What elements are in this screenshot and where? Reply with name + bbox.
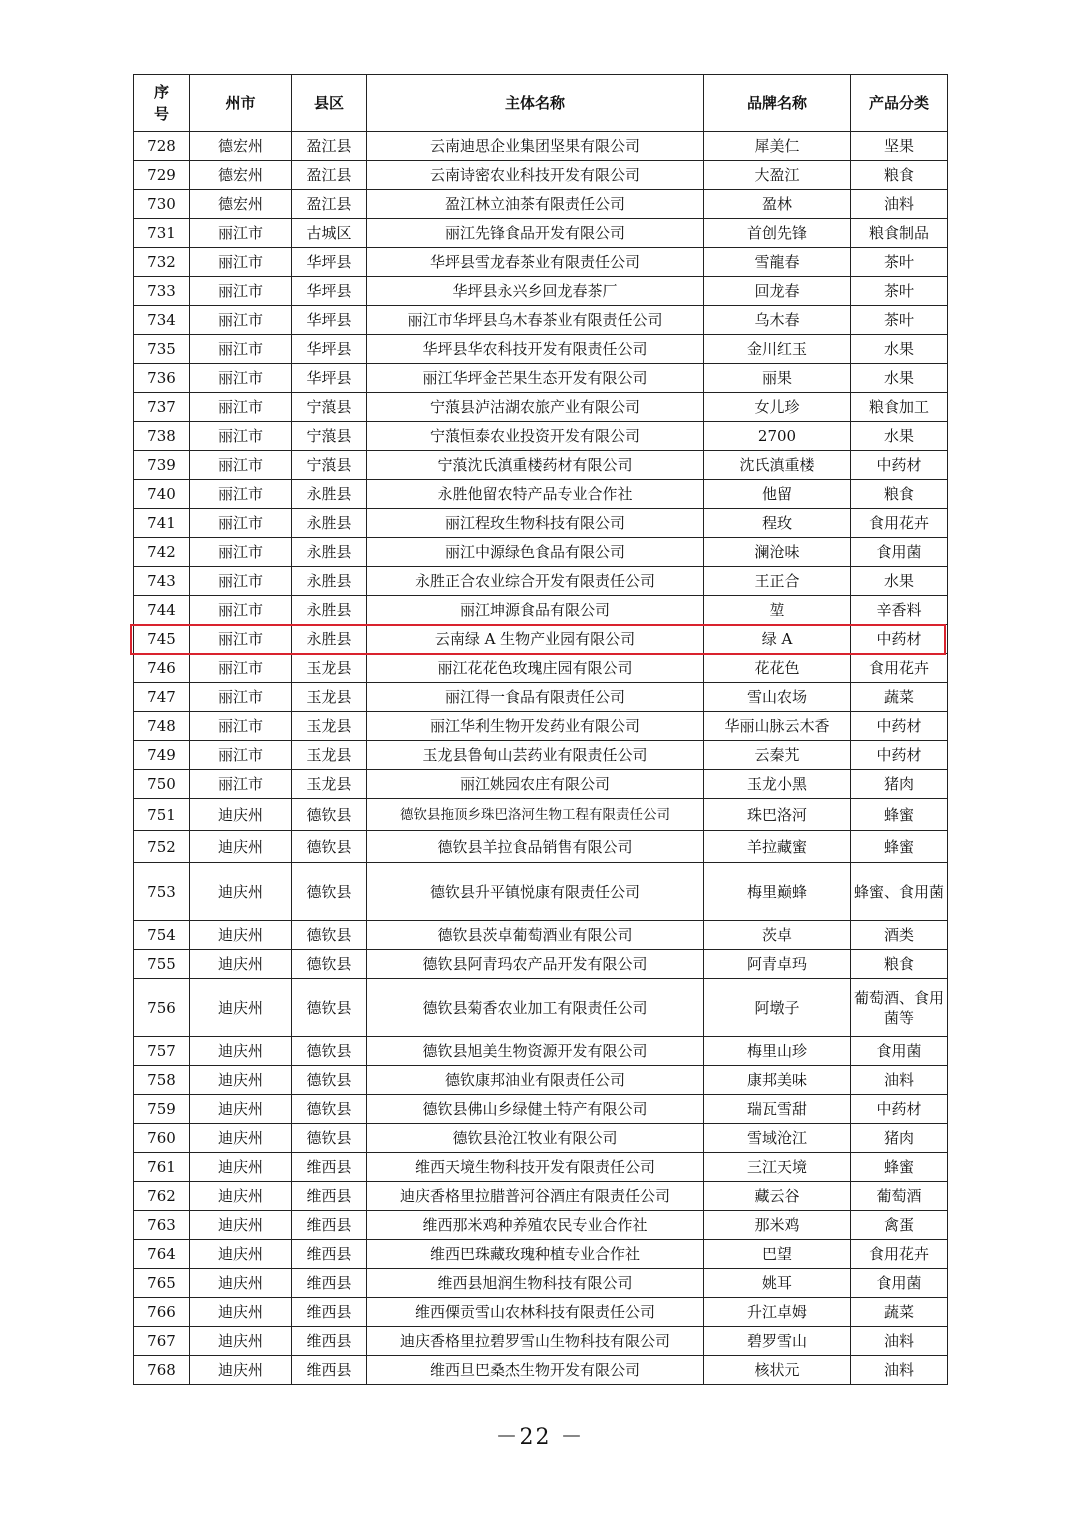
cell-entity-name: 宁蒗恒泰农业投资开发有限公司 [367,422,704,451]
cell-index: 746 [134,654,190,683]
cell-index: 743 [134,567,190,596]
cell-prefecture: 迪庆州 [190,831,292,863]
cell-entity-name: 丽江先锋食品开发有限公司 [367,219,704,248]
cell-county: 维西县 [292,1153,367,1182]
cell-product-category: 食用花卉 [851,1240,948,1269]
cell-prefecture: 德宏州 [190,190,292,219]
cell-product-category: 水果 [851,422,948,451]
cell-prefecture: 丽江市 [190,219,292,248]
cell-entity-name: 维西天境生物科技开发有限责任公司 [367,1153,704,1182]
cell-prefecture: 丽江市 [190,364,292,393]
cell-county: 维西县 [292,1269,367,1298]
cell-index: 728 [134,132,190,161]
cell-entity-name: 宁蒗沈氏滇重楼药材有限公司 [367,451,704,480]
cell-brand-name: 首创先锋 [704,219,851,248]
cell-index: 760 [134,1124,190,1153]
cell-product-category: 粮食加工 [851,393,948,422]
cell-entity-name: 丽江花花色玫瑰庄园有限公司 [367,654,704,683]
cell-prefecture: 丽江市 [190,712,292,741]
table-row [134,1211,948,1240]
cell-county: 维西县 [292,1356,367,1385]
table-row [134,422,948,451]
cell-prefecture: 丽江市 [190,654,292,683]
cell-index: 761 [134,1153,190,1182]
cell-prefecture: 迪庆州 [190,1153,292,1182]
cell-brand-name: 阿青卓玛 [704,950,851,979]
cell-prefecture: 丽江市 [190,277,292,306]
cell-entity-name: 丽江中源绿色食品有限公司 [367,538,704,567]
cell-entity-name: 德钦县拖顶乡珠巴洛河生物工程有限责任公司 [367,799,704,831]
cell-prefecture: 迪庆州 [190,1356,292,1385]
cell-county: 玉龙县 [292,654,367,683]
page-number: －22 － [495,1425,585,1450]
cell-entity-name: 德钦县佛山乡绿健土特产有限公司 [367,1095,704,1124]
cell-entity-name: 玉龙县鲁甸山芸药业有限责任公司 [367,741,704,770]
cell-index: 759 [134,1095,190,1124]
cell-prefecture: 迪庆州 [190,1269,292,1298]
table-row [134,625,948,654]
cell-prefecture: 丽江市 [190,248,292,277]
cell-entity-name: 云南诗密农业科技开发有限公司 [367,161,704,190]
cell-entity-name: 丽江程玫生物科技有限公司 [367,509,704,538]
cell-index: 763 [134,1211,190,1240]
cell-entity-name: 丽江华利生物开发药业有限公司 [367,712,704,741]
cell-county: 永胜县 [292,538,367,567]
table-row [134,538,948,567]
table-row [134,596,948,625]
cell-prefecture: 丽江市 [190,393,292,422]
cell-index: 754 [134,921,190,950]
cell-product-category: 中药材 [851,625,948,654]
cell-product-category: 茶叶 [851,248,948,277]
cell-brand-name: 丽果 [704,364,851,393]
cell-brand-name: 程玫 [704,509,851,538]
cell-entity-name: 丽江坤源食品有限公司 [367,596,704,625]
cell-county: 盈江县 [292,132,367,161]
table-row [134,1356,948,1385]
cell-entity-name: 华坪县雪龙春茶业有限责任公司 [367,248,704,277]
cell-product-category: 食用花卉 [851,654,948,683]
cell-prefecture: 丽江市 [190,422,292,451]
cell-entity-name: 德钦县羊拉食品销售有限公司 [367,831,704,863]
table-row [134,509,948,538]
table-row [134,683,948,712]
cell-index: 732 [134,248,190,277]
header-prefecture: 州市 [190,75,292,132]
cell-index: 756 [134,979,190,1037]
cell-product-category: 酒类 [851,921,948,950]
cell-product-category: 蜂蜜 [851,831,948,863]
cell-county: 永胜县 [292,625,367,654]
table-row [134,567,948,596]
cell-brand-name: 盈林 [704,190,851,219]
cell-county: 德钦县 [292,1066,367,1095]
cell-product-category: 猪肉 [851,770,948,799]
cell-prefecture: 迪庆州 [190,799,292,831]
cell-index: 757 [134,1037,190,1066]
cell-county: 永胜县 [292,480,367,509]
cell-index: 768 [134,1356,190,1385]
cell-product-category: 蜂蜜 [851,1153,948,1182]
cell-county: 维西县 [292,1182,367,1211]
cell-county: 永胜县 [292,596,367,625]
table-body [134,132,948,1385]
cell-index: 741 [134,509,190,538]
cell-brand-name: 花花色 [704,654,851,683]
cell-product-category: 中药材 [851,712,948,741]
cell-brand-name: 姚耳 [704,1269,851,1298]
cell-brand-name: 沈氏滇重楼 [704,451,851,480]
cell-index: 735 [134,335,190,364]
cell-index: 752 [134,831,190,863]
cell-index: 755 [134,950,190,979]
cell-product-category: 水果 [851,364,948,393]
cell-prefecture: 迪庆州 [190,950,292,979]
cell-county: 维西县 [292,1240,367,1269]
table-row [134,712,948,741]
table-row [134,1298,948,1327]
cell-prefecture: 迪庆州 [190,1095,292,1124]
cell-product-category: 水果 [851,567,948,596]
cell-entity-name: 德钦县菊香农业加工有限责任公司 [367,979,704,1037]
header-brand-name: 品牌名称 [704,75,851,132]
cell-index: 734 [134,306,190,335]
cell-prefecture: 丽江市 [190,480,292,509]
cell-entity-name: 维西巴珠藏玫瑰种植专业合作社 [367,1240,704,1269]
table-row [134,831,948,863]
cell-product-category: 油料 [851,1356,948,1385]
cell-entity-name: 丽江华坪金芒果生态开发有限公司 [367,364,704,393]
table-row [134,190,948,219]
cell-entity-name: 德钦县沧江牧业有限公司 [367,1124,704,1153]
cell-prefecture: 丽江市 [190,596,292,625]
cell-index: 740 [134,480,190,509]
cell-product-category: 食用菌 [851,1037,948,1066]
cell-product-category: 蜂蜜、食用菌 [851,863,948,921]
cell-county: 玉龙县 [292,683,367,712]
cell-prefecture: 迪庆州 [190,1211,292,1240]
cell-entity-name: 永胜他留农特产品专业合作社 [367,480,704,509]
cell-county: 永胜县 [292,567,367,596]
cell-brand-name: 澜沧味 [704,538,851,567]
cell-county: 华坪县 [292,277,367,306]
cell-product-category: 蔬菜 [851,683,948,712]
table-row [134,393,948,422]
cell-entity-name: 华坪县华农科技开发有限责任公司 [367,335,704,364]
cell-prefecture: 迪庆州 [190,1182,292,1211]
table-row [134,799,948,831]
cell-county: 德钦县 [292,979,367,1037]
cell-product-category: 中药材 [851,1095,948,1124]
cell-index: 764 [134,1240,190,1269]
cell-index: 758 [134,1066,190,1095]
cell-product-category: 猪肉 [851,1124,948,1153]
cell-county: 古城区 [292,219,367,248]
cell-product-category: 水果 [851,335,948,364]
cell-entity-name: 迪庆香格里拉碧罗雪山生物科技有限公司 [367,1327,704,1356]
table-row [134,335,948,364]
cell-county: 玉龙县 [292,770,367,799]
cell-brand-name: 乌木春 [704,306,851,335]
cell-product-category: 油料 [851,190,948,219]
cell-county: 宁蒗县 [292,451,367,480]
cell-prefecture: 丽江市 [190,567,292,596]
cell-county: 华坪县 [292,306,367,335]
cell-entity-name: 丽江得一食品有限责任公司 [367,683,704,712]
cell-county: 玉龙县 [292,741,367,770]
table-row [134,1269,948,1298]
cell-index: 748 [134,712,190,741]
table-row [134,480,948,509]
cell-county: 永胜县 [292,509,367,538]
cell-prefecture: 迪庆州 [190,1037,292,1066]
cell-brand-name: 大盈江 [704,161,851,190]
cell-entity-name: 华坪县永兴乡回龙春茶厂 [367,277,704,306]
header-entity-name: 主体名称 [367,75,704,132]
cell-product-category: 粮食 [851,161,948,190]
table-row [134,863,948,921]
cell-county: 宁蒗县 [292,393,367,422]
cell-product-category: 茶叶 [851,306,948,335]
cell-entity-name: 德钦县旭美生物资源开发有限公司 [367,1037,704,1066]
cell-county: 德钦县 [292,1095,367,1124]
cell-prefecture: 迪庆州 [190,979,292,1037]
cell-index: 729 [134,161,190,190]
cell-product-category: 食用花卉 [851,509,948,538]
cell-county: 华坪县 [292,364,367,393]
cell-index: 730 [134,190,190,219]
cell-entity-name: 德钦康邦油业有限责任公司 [367,1066,704,1095]
table-row [134,161,948,190]
table-row [134,1182,948,1211]
cell-brand-name: 王正合 [704,567,851,596]
cell-brand-name: 那米鸡 [704,1211,851,1240]
cell-brand-name: 回龙春 [704,277,851,306]
header-county: 县区 [292,75,367,132]
cell-product-category: 粮食制品 [851,219,948,248]
table-row [134,132,948,161]
cell-county: 华坪县 [292,248,367,277]
cell-county: 盈江县 [292,190,367,219]
table-row [134,1124,948,1153]
cell-brand-name: 巴望 [704,1240,851,1269]
cell-index: 733 [134,277,190,306]
cell-brand-name: 碧罗雪山 [704,1327,851,1356]
table-row [134,654,948,683]
cell-brand-name: 2700 [704,422,851,451]
cell-brand-name: 华丽山脉云木香 [704,712,851,741]
cell-index: 745 [134,625,190,654]
cell-entity-name: 丽江市华坪县乌木春茶业有限责任公司 [367,306,704,335]
cell-entity-name: 维西那米鸡种养殖农民专业合作社 [367,1211,704,1240]
table-row [134,277,948,306]
cell-brand-name: 珠巴洛河 [704,799,851,831]
table-row [134,1037,948,1066]
table-row [134,921,948,950]
cell-prefecture: 迪庆州 [190,863,292,921]
cell-prefecture: 迪庆州 [190,1240,292,1269]
cell-prefecture: 迪庆州 [190,1327,292,1356]
cell-brand-name: 雪域沧江 [704,1124,851,1153]
cell-county: 德钦县 [292,950,367,979]
cell-index: 744 [134,596,190,625]
cell-entity-name: 德钦县升平镇悦康有限责任公司 [367,863,704,921]
cell-product-category: 辛香料 [851,596,948,625]
cell-brand-name: 雪龍春 [704,248,851,277]
cell-index: 765 [134,1269,190,1298]
table-row [134,770,948,799]
cell-entity-name: 云南迪思企业集团坚果有限公司 [367,132,704,161]
cell-county: 宁蒗县 [292,422,367,451]
cell-county: 德钦县 [292,921,367,950]
table-header-row [134,75,948,132]
cell-index: 738 [134,422,190,451]
cell-county: 维西县 [292,1298,367,1327]
cell-prefecture: 迪庆州 [190,1066,292,1095]
cell-brand-name: 他留 [704,480,851,509]
cell-county: 德钦县 [292,799,367,831]
cell-product-category: 葡萄酒、食用菌等 [851,979,948,1037]
cell-prefecture: 丽江市 [190,451,292,480]
cell-entity-name: 盈江林立油茶有限责任公司 [367,190,704,219]
cell-product-category: 食用菌 [851,538,948,567]
cell-index: 737 [134,393,190,422]
cell-county: 德钦县 [292,1037,367,1066]
table-row [134,979,948,1037]
cell-brand-name: 梅里山珍 [704,1037,851,1066]
cell-county: 维西县 [292,1211,367,1240]
table-row [134,1095,948,1124]
table-row [134,364,948,393]
cell-brand-name: 羊拉藏蜜 [704,831,851,863]
cell-index: 747 [134,683,190,712]
cell-brand-name: 玉龙小黑 [704,770,851,799]
cell-product-category: 中药材 [851,451,948,480]
table-row [134,248,948,277]
cell-county: 德钦县 [292,1124,367,1153]
cell-product-category: 油料 [851,1327,948,1356]
cell-brand-name: 女儿珍 [704,393,851,422]
cell-product-category: 粮食 [851,950,948,979]
cell-prefecture: 德宏州 [190,132,292,161]
cell-prefecture: 丽江市 [190,335,292,364]
cell-index: 750 [134,770,190,799]
cell-entity-name: 永胜正合农业综合开发有限责任公司 [367,567,704,596]
cell-prefecture: 迪庆州 [190,921,292,950]
cell-product-category: 蔬菜 [851,1298,948,1327]
cell-county: 德钦县 [292,831,367,863]
header-index: 序 号 [134,75,190,132]
cell-index: 767 [134,1327,190,1356]
table-row [134,950,948,979]
cell-brand-name: 堃 [704,596,851,625]
table-row [134,1153,948,1182]
cell-county: 玉龙县 [292,712,367,741]
cell-prefecture: 丽江市 [190,741,292,770]
cell-index: 751 [134,799,190,831]
cell-entity-name: 云南绿 A 生物产业园有限公司 [367,625,704,654]
table-row [134,1066,948,1095]
cell-prefecture: 丽江市 [190,625,292,654]
cell-product-category: 茶叶 [851,277,948,306]
cell-brand-name: 三江天境 [704,1153,851,1182]
header-product-category: 产品分类 [851,75,948,132]
cell-brand-name: 绿 A [704,625,851,654]
cell-county: 德钦县 [292,863,367,921]
cell-product-category: 油料 [851,1066,948,1095]
table-row [134,306,948,335]
cell-prefecture: 迪庆州 [190,1124,292,1153]
cell-product-category: 粮食 [851,480,948,509]
table-row [134,1327,948,1356]
cell-index: 731 [134,219,190,248]
cell-entity-name: 德钦县阿青玛农产品开发有限公司 [367,950,704,979]
cell-prefecture: 丽江市 [190,306,292,335]
cell-entity-name: 维西旦巴桑杰生物开发有限公司 [367,1356,704,1385]
cell-brand-name: 茨卓 [704,921,851,950]
cell-prefecture: 丽江市 [190,770,292,799]
cell-prefecture: 丽江市 [190,683,292,712]
cell-brand-name: 雪山农场 [704,683,851,712]
cell-product-category: 食用菌 [851,1269,948,1298]
cell-entity-name: 迪庆香格里拉腊普河谷酒庄有限责任公司 [367,1182,704,1211]
cell-brand-name: 梅里巅蜂 [704,863,851,921]
cell-county: 盈江县 [292,161,367,190]
table-row [134,219,948,248]
cell-index: 742 [134,538,190,567]
cell-county: 维西县 [292,1327,367,1356]
cell-brand-name: 阿墩子 [704,979,851,1037]
cell-entity-name: 维西县旭润生物科技有限公司 [367,1269,704,1298]
cell-prefecture: 丽江市 [190,538,292,567]
cell-brand-name: 金川红玉 [704,335,851,364]
cell-product-category: 中药材 [851,741,948,770]
cell-prefecture: 德宏州 [190,161,292,190]
cell-product-category: 坚果 [851,132,948,161]
cell-index: 762 [134,1182,190,1211]
cell-entity-name: 德钦县茨卓葡萄酒业有限公司 [367,921,704,950]
cell-brand-name: 瑞瓦雪甜 [704,1095,851,1124]
cell-brand-name: 升江卓姆 [704,1298,851,1327]
cell-entity-name: 丽江姚园农庄有限公司 [367,770,704,799]
cell-entity-name: 宁蒗县泸沽湖农旅产业有限公司 [367,393,704,422]
cell-prefecture: 迪庆州 [190,1298,292,1327]
cell-index: 749 [134,741,190,770]
cell-county: 华坪县 [292,335,367,364]
table-row [134,1240,948,1269]
cell-index: 766 [134,1298,190,1327]
cell-product-category: 禽蛋 [851,1211,948,1240]
cell-index: 736 [134,364,190,393]
cell-prefecture: 丽江市 [190,509,292,538]
cell-brand-name: 犀美仁 [704,132,851,161]
cell-brand-name: 康邦美味 [704,1066,851,1095]
table-row [134,451,948,480]
cell-index: 753 [134,863,190,921]
brand-table [133,74,948,1385]
cell-brand-name: 云秦艽 [704,741,851,770]
cell-brand-name: 核状元 [704,1356,851,1385]
cell-product-category: 葡萄酒 [851,1182,948,1211]
cell-index: 739 [134,451,190,480]
cell-brand-name: 藏云谷 [704,1182,851,1211]
table-row [134,741,948,770]
cell-entity-name: 维西傈贡雪山农林科技有限责任公司 [367,1298,704,1327]
cell-product-category: 蜂蜜 [851,799,948,831]
